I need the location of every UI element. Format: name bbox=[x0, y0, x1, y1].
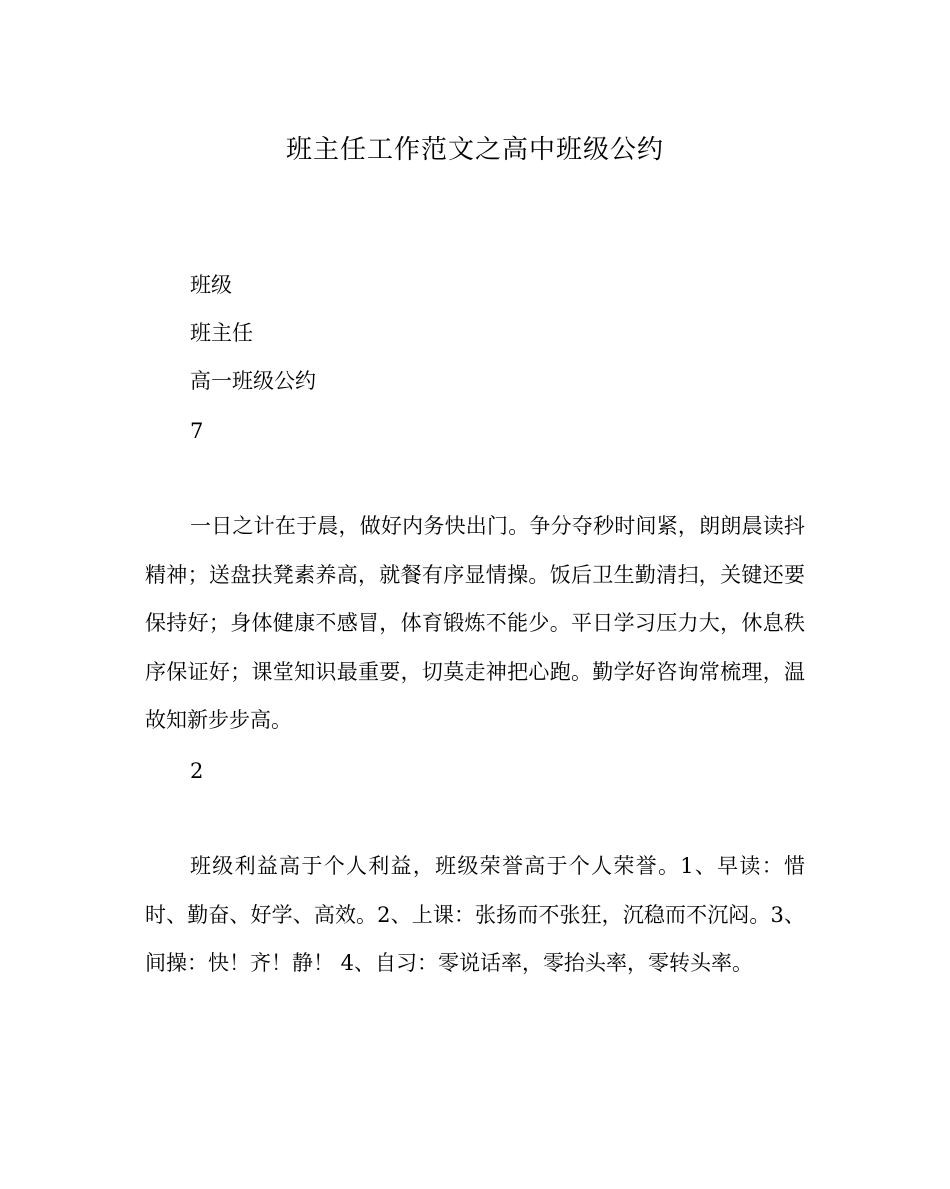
meta-head-teacher: 班主任 bbox=[190, 321, 253, 345]
section-number: 2 bbox=[190, 759, 204, 783]
meta-convention-title: 高一班级公约 bbox=[190, 369, 316, 393]
meta-class: 班级 bbox=[190, 273, 232, 297]
paragraph-class-rules: 班级利益高于个人利益，班级荣誉高于个人荣誉。1、早读：惜时、勤奋、好学、高效。2、上课：张扬而不张狂，沉稳而不沉闷。3、间操：快！齐！静！ 4、自习：零说话率，零抬头率，零转头率。 bbox=[145, 854, 805, 975]
paragraph-daily-routine: 一日之计在于晨，做好内务快出门。争分夺秒时间紧，朗朗晨读抖精神；送盘扶凳素养高，就餐有序显情操。饭后卫生勤清扫，关键还要保持好；身体健康不感冒，体育锻炼不能少。平日学习压力大，休息秩序保证好；课堂知识最重要，切莫走神把心跑。勤学好咨询常梳理，温故知新步步高。 bbox=[145, 514, 805, 732]
meta-number: 7 bbox=[190, 419, 204, 443]
document-title: 班主任工作范文之高中班级公约 bbox=[285, 135, 664, 165]
